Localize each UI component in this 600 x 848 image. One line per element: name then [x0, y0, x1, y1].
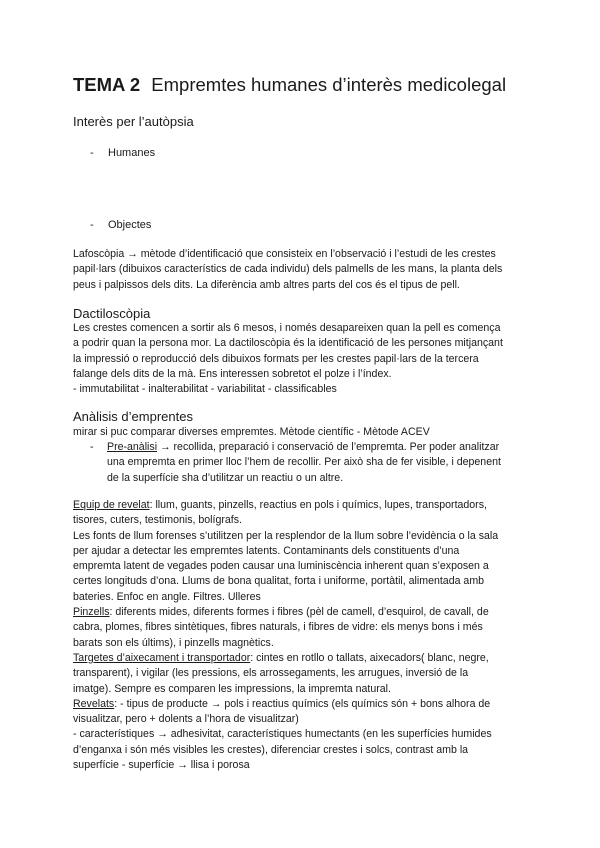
analisis-intro: mirar si puc comparar diverses empremtes. Mètode científic - Mètode ACEV: [73, 426, 430, 438]
targetes-label: Targetes d’aixecament i transportador: [73, 651, 251, 664]
title-number: TEMA 2: [73, 74, 141, 95]
heading-autopsia: Interès per l’autòpsia: [73, 114, 194, 129]
bullet-objectes: - Objectes: [90, 219, 152, 231]
equip-label: Equip de revelat: [73, 499, 150, 511]
paragraph-lafoscopia: Lafoscòpia → mètode d’identificació que consisteix en l’observació i l’estudi de les crestes papil·lars (dibuixos característics de cada individu) dels palmells de les mans, la planta dels peus i palpissos dels dits. La diferència amb altres parts del cos és el tipus de pell.: [73, 248, 503, 291]
pinzells-label: Pinzells: [73, 606, 110, 619]
pre-analisi-label: Pre-anàlisi: [107, 441, 158, 453]
paragraph-dactiloscopia: Les crestes comencen a sortir als 6 mesos, i només desapareixen quan la pell es comença a podrir quan la persona mor. La dactiloscòpia és la identificació de les persones mitjançant la impressió o reproducció dels dibuixos formats per les crestes papil·lars de la tercera falange dels dits de la mà. Ens interessen sobretot el polze i l’índex. - immutabilitat - inalterabilitat - variabilitat - classificables: [73, 322, 503, 396]
page-title: [73, 72, 506, 98]
document-page: TEMA 2 Empremtes humanes d’interès medicolegal Interès per l’autòpsia - Humanes - Objectes Lafoscòpia → mètode d’identificació que consisteix en l’observació i l’estudi de les crestes papil·lars (dibuixos característics de cada individu) dels palmells de les mans, la planta dels peus i palpissos dels dits. La diferència amb altres parts del cos és el tipus de pell. Dactiloscòpia Les crestes comencen a sortir als 6 mesos, i només desapareixen quan la pell es comença a podrir quan la persona mor. La dactiloscòpia és la identificació de les persones mitjançant la impressió o reproducció dels dibuixos formats per les crestes papil·lars de la tercera falange dels dits de la mà. Ens interessen sobretot el polze i l’índex. - immutabilitat - inalterabilitat - variabilitat - classificables Anàlisis d’emprentes mirar si puc comparar diverses empremtes. Mètode científic - Mètode ACEV - Pre-anàlisi → recollida, preparació i conservació de l’empremta. Per poder analitzar una empremta en primer lloc l’hem de recollir. Per això sha de fer visible, i depenent de la superfície sha d’utilitzar un reactiu o un altre. Equip de revelat: llum, guants, pinzells, reactius en pols i químics, lupes, transportadors, tisores, cuters, testimonis, bolígrafs. Les fonts de llum forenses s’utilitzen per la resplendor de la llum sobre l’evidència o la sala per ajudar a detectar les empremtes latents. Contaminants dels constituents d’una empremta latent de vegades poden causar una luminiscència inherent quan s’exposen a certes longituds d’ona. Llums de bona qualitat, forta i uniforme, portàtil, alimentada amb bateries. Enfoc en angle. Filtres. Ulleres Pinzells: diferents mides, diferents formes i fibres (pèl de camell, d’esquirol, de cavall, de cabra, plomes, fibres sintètiques, fibres naturals, i fibres de vidre: els menys bons i més barats son els últims), i pinzells magnètics. Targetes d’aixecament i transportador: cintes en rotllo o tallats, aixecadors( blanc, negre, transparent), i vigilar (les pressions, els arrossegaments, les arrugues, inversió de la imatge). Sempre es comparen les impressions, la impremta natural. Revelats: - tipus de producte → pols i reactius químics (els químics són + bons alhora de visualitzar, pero + dolents a l’hora de visualitzar) - característiques → adhesivitat, característiques humectants (en les superfícies humides d’enganxa i són més visibles les crestes), diferenciar crestes i solcs, contrast amb la superfície - superfície → llisa i porosa: [0, 0, 600, 848]
heading-analisis: Anàlisis d’emprentes: [73, 409, 193, 424]
revelats-label: Revelats: [73, 697, 115, 710]
title-text: Empremtes humanes d’interès medicolegal: [151, 74, 507, 95]
paragraph-equip: Equip de revelat: llum, guants, pinzells, reactius en pols i químics, lupes, transportadors, tisores, cuters, testimonis, bolígrafs. Les fonts de llum forenses s’utilitzen per la resplendor de la llum sobre l’evidència o la sala per ajudar a detectar les empremtes latents. Contaminants dels constituents d’una empremta latent de vegades poden causar una luminiscència inherent quan s’exposen a certes longituds d’ona. Llums de bona qualitat, forta i uniforme, portàtil, alimentada amb bateries. Enfoc en angle. Filtres. Ulleres Pinzells: diferents mides, diferents formes i fibres (pèl de camell, d’esquirol, de cavall, de cabra, plomes, fibres sintètiques, fibres naturals, i fibres de vidre: els menys bons i més barats son els últims), i pinzells magnètics. Targetes d’aixecament i transportador: cintes en rotllo o tallats, aixecadors( blanc, negre, transparent), i vigilar (les pressions, els arrossegaments, les arrugues, inversió de la imatge). Sempre es comparen les impressions, la impremta natural. Revelats: - tipus de producte → pols i reactius químics (els químics són + bons alhora de visualitzar, pero + dolents a l’hora de visualitzar) - característiques → adhesivitat, característiques humectants (en les superfícies humides d’enganxa i són més visibles les crestes), diferenciar crestes i solcs, contrast amb la superfície - superfície → llisa i porosa: [73, 499, 499, 772]
heading-dactiloscopia: Dactiloscòpia: [73, 306, 151, 321]
bullet-humanes: - Humanes: [90, 147, 156, 159]
